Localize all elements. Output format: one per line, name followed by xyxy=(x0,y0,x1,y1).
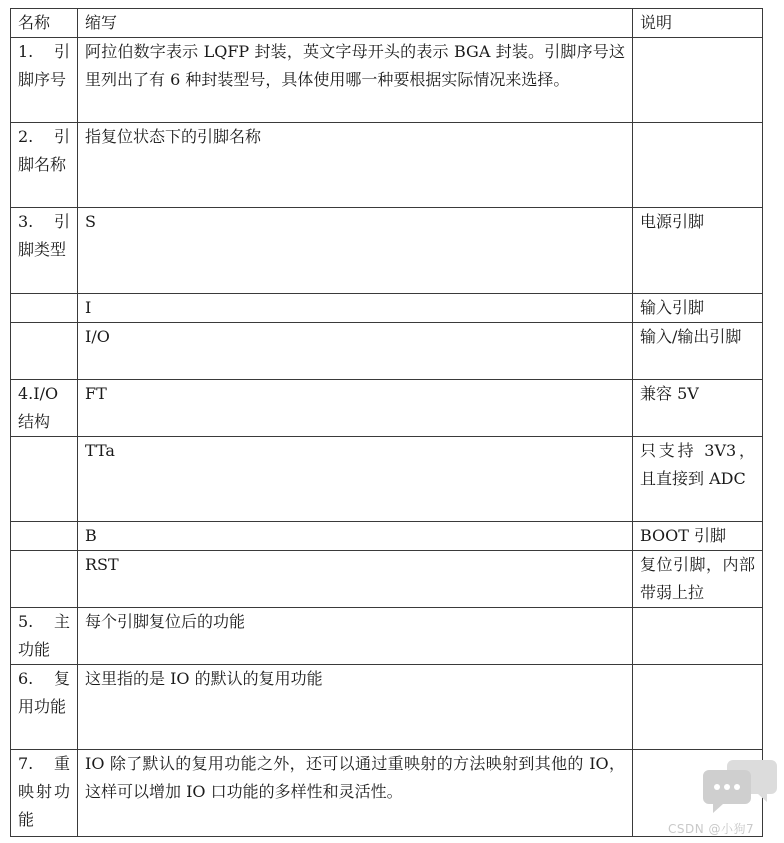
cell-abbr: B xyxy=(78,522,633,551)
cell-name xyxy=(11,437,78,522)
cell-abbr: RST xyxy=(78,551,633,608)
pin-description-table xyxy=(10,8,763,837)
cell-desc: 复位引脚，内部带弱上拉 xyxy=(633,551,763,608)
cell-desc xyxy=(633,38,763,123)
cell-abbr: 指复位状态下的引脚名称 xyxy=(78,123,633,208)
cell-name: 5. 主功能 xyxy=(11,608,78,665)
cell-name: 3. 引脚类型 xyxy=(11,208,78,294)
cell-name: 6. 复用功能 xyxy=(11,665,78,750)
table-row xyxy=(11,551,763,608)
cell-desc xyxy=(633,665,763,750)
table-row xyxy=(11,380,763,437)
table-row xyxy=(11,665,763,750)
cell-desc: 输入引脚 xyxy=(633,294,763,323)
table-row xyxy=(11,123,763,208)
table-row xyxy=(11,38,763,123)
table-row xyxy=(11,323,763,380)
cell-name xyxy=(11,551,78,608)
cell-name: 7. 重映射功能 xyxy=(11,750,78,837)
cell-desc xyxy=(633,123,763,208)
cell-abbr: 阿拉伯数字表示 LQFP 封装，英文字母开头的表示 BGA 封装。引脚序号这里列出了有 6 种封装型号，具体使用哪一种要根据实际情况来选择。 xyxy=(78,38,633,123)
cell-abbr: 每个引脚复位后的功能 xyxy=(78,608,633,665)
watermark-text: CSDN @小狗7 xyxy=(668,822,755,836)
cell-abbr: S xyxy=(78,208,633,294)
cell-desc: 输入/输出引脚 xyxy=(633,323,763,380)
cell-desc: 只支持 3V3，且直接到 ADC xyxy=(633,437,763,522)
cell-desc: BOOT 引脚 xyxy=(633,522,763,551)
cell-name xyxy=(11,323,78,380)
cell-desc: 电源引脚 xyxy=(633,208,763,294)
cell-abbr: 这里指的是 IO 的默认的复用功能 xyxy=(78,665,633,750)
table-row xyxy=(11,750,763,837)
cell-abbr: I xyxy=(78,294,633,323)
cell-name: 4.I/O结构 xyxy=(11,380,78,437)
cell-abbr: IO 除了默认的复用功能之外，还可以通过重映射的方法映射到其他的 IO，这样可以增加 IO 口功能的多样性和灵活性。 xyxy=(78,750,633,837)
cell-name: 1. 引脚序号 xyxy=(11,38,78,123)
cell-desc: 兼容 5V xyxy=(633,380,763,437)
cell-abbr: TTa xyxy=(78,437,633,522)
header-cell-name: 名称 xyxy=(11,9,78,38)
table-row xyxy=(11,522,763,551)
chat-bubble-icon xyxy=(703,756,777,816)
header-cell-desc: 说明 xyxy=(633,9,763,38)
table-row xyxy=(11,437,763,522)
header-cell-abbr: 缩写 xyxy=(78,9,633,38)
table-row xyxy=(11,294,763,323)
cell-abbr: I/O xyxy=(78,323,633,380)
cell-name: 2. 引脚名称 xyxy=(11,123,78,208)
cell-abbr: FT xyxy=(78,380,633,437)
table-row xyxy=(11,208,763,294)
cell-desc xyxy=(633,608,763,665)
cell-name xyxy=(11,522,78,551)
table-header-row xyxy=(11,9,763,38)
cell-name xyxy=(11,294,78,323)
table-row xyxy=(11,608,763,665)
